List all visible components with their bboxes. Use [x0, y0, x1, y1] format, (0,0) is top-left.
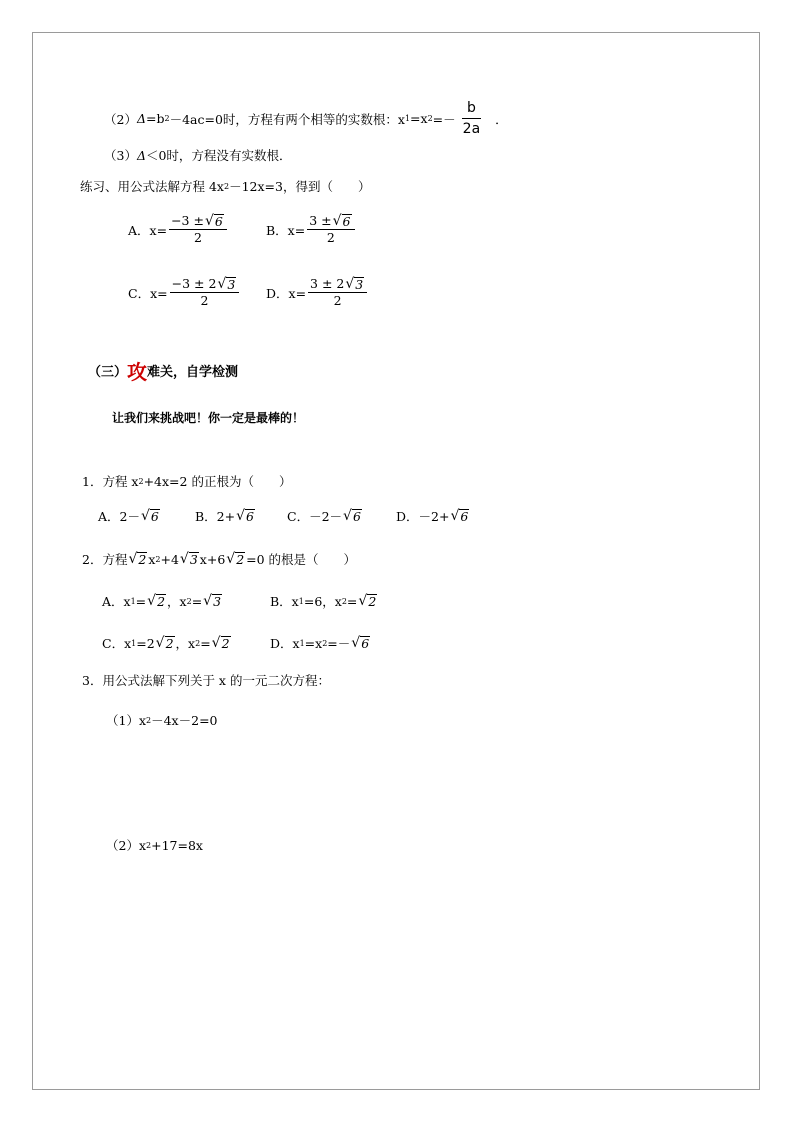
option-label: A．x — [102, 594, 131, 609]
option-text: = — [191, 593, 203, 609]
sqrt-symbol: √ 3 — [217, 276, 236, 292]
option-label: D．x= — [266, 285, 307, 301]
sqrt-symbol: √ 2 — [358, 593, 377, 609]
radicand: 3 — [227, 277, 236, 292]
sub: 2 — [322, 638, 328, 648]
radicand: 6 — [150, 509, 159, 524]
case3-text: ＜0时，方程没有实数根． — [145, 148, 292, 163]
radicand: 2 — [221, 636, 230, 651]
sqrt-symbol: √ 2 — [147, 593, 166, 609]
q2-option-d — [270, 634, 371, 652]
delta-symbol: Δ — [136, 111, 146, 126]
practice-option-d — [266, 277, 369, 308]
practice-stem-a: 练习、用公式法解方程 4x — [80, 179, 224, 194]
frac-num-text: −3 ± — [171, 213, 204, 228]
frac-num-text: 3 ± — [309, 213, 332, 228]
radicand: 2 — [157, 594, 166, 609]
radicand: 2 — [165, 636, 174, 651]
frac-den: 2 — [200, 293, 209, 308]
sub: 2 — [427, 114, 433, 123]
sqrt-symbol: √ 6 — [343, 508, 361, 524]
sub: 2 — [195, 638, 201, 648]
q2-term: =0 的根是（ ） — [246, 552, 357, 567]
radicand: 2 — [138, 552, 147, 567]
frac-denominator: 2a — [462, 121, 481, 137]
q2-term: x+6 — [199, 551, 226, 567]
sqrt-symbol: √ 2 — [226, 551, 245, 567]
q2-stem — [82, 550, 356, 568]
practice-option-a — [128, 214, 229, 245]
radicand: 6 — [361, 636, 370, 651]
option-fraction — [308, 277, 367, 308]
option-text: =x — [304, 635, 323, 651]
option-label: C．x — [102, 636, 132, 651]
sqrt-symbol: √ 2 — [211, 635, 230, 651]
case2-text-b: －4ac=0时，方程有两个相等的实数根：x — [169, 111, 405, 127]
case2-text-c: =x — [410, 111, 428, 126]
sqrt-symbol: √ 2 — [155, 635, 174, 651]
radicand: 6 — [246, 509, 254, 524]
sub: 1 — [298, 596, 304, 606]
q3-part1-b: －4x－2=0 — [151, 713, 218, 728]
option-text: ，x — [175, 636, 196, 651]
q1-option-c — [287, 507, 363, 525]
sup: 2 — [146, 715, 152, 725]
practice-stem-b: －12x=3，得到（ ） — [229, 179, 371, 194]
radicand: 6 — [352, 509, 361, 524]
section-rest: 难关，自学检测 — [147, 365, 239, 380]
option-text: = — [346, 593, 358, 609]
sub: 2 — [341, 596, 347, 606]
sqrt-symbol: √ 3 — [179, 551, 198, 567]
period: ． — [495, 111, 508, 127]
radicand: 3 — [189, 552, 198, 567]
motto: 让我们来挑战吧！你一定是最棒的！ — [112, 411, 305, 425]
case2-line — [104, 98, 508, 139]
sup: 2 — [138, 476, 144, 486]
sqrt-symbol: √ 3 — [345, 276, 364, 292]
q2-option-b — [270, 592, 378, 610]
frac-den: 2 — [193, 230, 202, 245]
q1-option-a — [98, 507, 161, 525]
option-text: =2 — [136, 635, 155, 651]
q1-stem — [82, 472, 291, 490]
option-fraction — [170, 277, 240, 308]
sqrt-symbol: √ 6 — [332, 213, 351, 229]
sqrt-symbol: √ 6 — [351, 635, 370, 651]
q2-term: x — [148, 551, 156, 567]
case2-label: （2） — [104, 111, 137, 127]
option-fraction — [307, 214, 354, 245]
case2-text-d: =－ — [432, 111, 456, 127]
q2-option-a — [102, 592, 223, 610]
section-prefix: （三） — [88, 365, 128, 380]
q3-part1-a: （1）x — [106, 713, 147, 728]
q3-part2-b: +17=8x — [151, 837, 203, 853]
practice-option-c — [128, 277, 241, 308]
q2-stem-pre: 2．方程 — [82, 552, 128, 567]
frac-num-text: 3 ± 2 — [310, 276, 345, 291]
option-fraction — [169, 214, 227, 245]
option-label: D．x — [270, 636, 300, 651]
q1-stem-b: +4x=2 的正根为（ ） — [143, 474, 292, 489]
sqrt-symbol: √ 6 — [204, 213, 223, 229]
q1-option-d — [396, 507, 470, 525]
sqrt-symbol: √ 6 — [450, 508, 469, 524]
option-label: D．－2+ — [396, 509, 450, 524]
sqrt-symbol: √ 2 — [128, 551, 147, 567]
section-big-char: 攻 — [127, 360, 148, 384]
q3-part1 — [106, 711, 218, 729]
option-label: B．x — [270, 594, 299, 609]
radicand: 3 — [355, 277, 364, 292]
sup: 2 — [223, 181, 230, 191]
frac-den: 2 — [333, 293, 342, 308]
practice-option-b — [266, 214, 357, 245]
option-label: C．x= — [128, 285, 168, 301]
case2-text-a: =b — [145, 111, 165, 126]
q3-part2 — [106, 836, 203, 854]
case3-label: （3） — [104, 148, 137, 163]
option-label: B．x= — [266, 222, 306, 238]
option-text: =－ — [327, 636, 351, 651]
sup: 2 — [164, 114, 170, 123]
radicand: 3 — [213, 594, 222, 609]
option-label: A．2－ — [98, 509, 140, 524]
q1-option-b — [195, 507, 256, 525]
option-text: = — [135, 593, 147, 609]
frac-num-text: −3 ± 2 — [171, 276, 217, 291]
sub: 2 — [186, 596, 192, 606]
fraction-b-over-2a — [458, 98, 486, 139]
q3-part2-a: （2）x — [106, 838, 147, 853]
option-label: A．x= — [128, 222, 168, 238]
frac-numerator: b — [462, 98, 481, 119]
radicand: 6 — [460, 509, 469, 524]
option-text: =6，x — [303, 594, 342, 609]
sub: 1 — [404, 114, 411, 123]
sub: 1 — [299, 638, 305, 648]
sqrt-symbol: √ 6 — [140, 508, 159, 524]
radicand: 6 — [342, 214, 351, 229]
practice-stem — [80, 177, 370, 195]
sup: 2 — [155, 554, 161, 564]
sub: 1 — [131, 638, 137, 648]
sqrt-symbol: √ 3 — [203, 593, 222, 609]
option-text: = — [200, 635, 211, 651]
section-heading — [88, 356, 238, 385]
option-label: C．－2－ — [287, 509, 343, 524]
radicand: 2 — [368, 594, 377, 609]
sub: 1 — [130, 596, 136, 606]
q2-term: +4 — [160, 551, 179, 567]
q2-option-c — [102, 634, 232, 652]
delta-symbol: Δ — [136, 147, 146, 163]
option-label: B．2+ — [195, 509, 236, 524]
case3-line — [104, 146, 291, 164]
radicand: 2 — [236, 552, 245, 567]
q3-stem: 3．用公式法解下列关于 x 的一元二次方程： — [82, 673, 330, 688]
sup: 2 — [146, 840, 152, 850]
radicand: 6 — [214, 214, 223, 229]
sqrt-symbol: √ 6 — [236, 508, 254, 524]
q1-stem-a: 1．方程 x — [82, 474, 139, 489]
frac-den: 2 — [326, 230, 335, 245]
option-text: ，x — [167, 594, 187, 609]
